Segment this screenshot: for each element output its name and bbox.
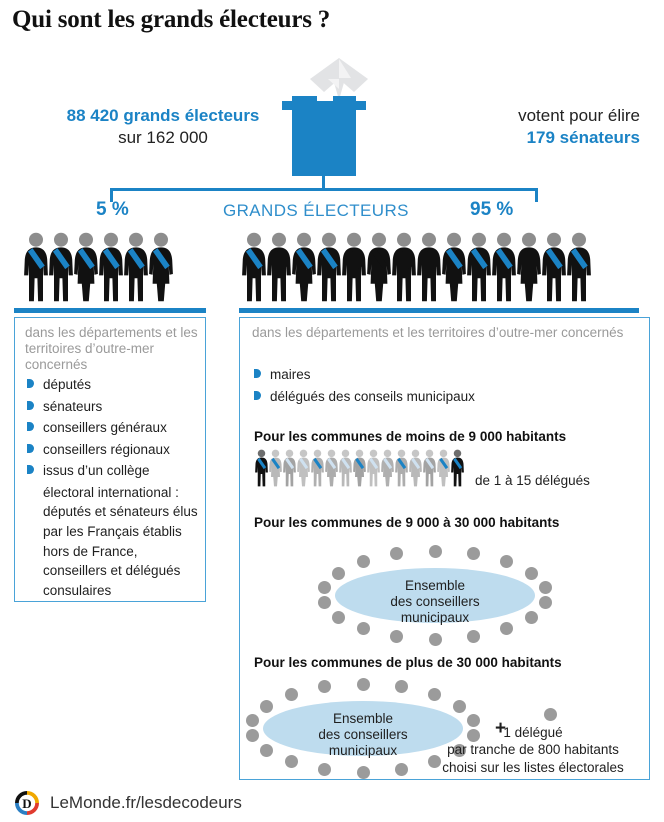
person-icon xyxy=(565,232,593,302)
footer xyxy=(14,790,242,816)
councillor-dot xyxy=(332,611,345,624)
list-item-label: députés xyxy=(43,377,92,392)
left-panel-intro: dans les départements et les territoires d’outre-mer concernés xyxy=(25,325,198,373)
councillor-dot xyxy=(246,729,259,742)
person-icon xyxy=(47,232,75,302)
list-item xyxy=(254,365,634,385)
senators-count: 179 sénateurs xyxy=(526,128,640,148)
list-item xyxy=(27,375,199,395)
people-row-left xyxy=(22,232,175,302)
mini-people-row xyxy=(254,449,465,487)
person-icon xyxy=(440,232,468,302)
councillor-dot xyxy=(428,688,441,701)
grands-electeurs-label: GRANDS ÉLECTEURS xyxy=(223,201,409,220)
list-item-label: délégués des conseils municipaux xyxy=(270,388,475,404)
councillor-dot xyxy=(318,763,331,776)
councillor-dot xyxy=(500,622,513,635)
person-icon xyxy=(338,449,353,487)
right-panel-list-wrap xyxy=(254,365,634,408)
person-icon xyxy=(540,232,568,302)
grand-electors-total: sur 162 000 xyxy=(118,128,208,148)
right-panel-topbar xyxy=(239,308,639,313)
person-icon xyxy=(408,449,423,487)
councillor-dot xyxy=(500,555,513,568)
person-icon xyxy=(515,232,543,302)
percent-right: 95 % xyxy=(470,199,514,220)
list-item-label: conseillers régionaux xyxy=(43,441,170,457)
person-icon xyxy=(422,449,437,487)
councillor-dot xyxy=(285,755,298,768)
councillor-dot xyxy=(467,547,480,560)
person-icon xyxy=(436,449,451,487)
list-item-label: sénateurs xyxy=(43,398,103,414)
person-icon xyxy=(324,449,339,487)
bullet-arrow-icon xyxy=(254,391,261,400)
left-panel-note: électoral international : députés et sénateurs élus par les Français établis hors de France, conseillers et délégués consulaires xyxy=(43,484,198,598)
council-ellipse-medium-label xyxy=(335,578,535,627)
list-item xyxy=(254,387,634,407)
bullet-arrow-icon xyxy=(27,401,34,410)
councillor-dot xyxy=(285,688,298,701)
left-panel-list xyxy=(27,375,199,481)
person-icon xyxy=(240,232,268,302)
note-line1: 1 délégué xyxy=(503,725,563,740)
councillor-dot xyxy=(395,763,408,776)
person-icon xyxy=(465,232,493,302)
plus-sign: + xyxy=(495,718,507,739)
person-icon xyxy=(72,232,100,302)
person-icon xyxy=(380,449,395,487)
lc-line2: des conseillers xyxy=(318,727,408,743)
right-figure-block xyxy=(430,105,640,150)
councillor-dot xyxy=(390,630,403,643)
mc-line1: Ensemble xyxy=(404,578,466,593)
councillor-dot xyxy=(260,700,273,713)
bullet-arrow-icon xyxy=(27,422,34,431)
lemonde-logo-letter: D xyxy=(22,796,32,811)
councillor-dot xyxy=(357,766,370,779)
person-icon xyxy=(282,449,297,487)
councillor-dot xyxy=(246,714,259,727)
ballot-box-icon xyxy=(292,96,356,176)
bullet-arrow-icon xyxy=(27,379,34,388)
person-icon xyxy=(290,232,318,302)
person-icon xyxy=(340,232,368,302)
bracket-right-tick xyxy=(535,188,538,202)
councillor-dot xyxy=(525,567,538,580)
councillor-dot xyxy=(357,555,370,568)
person-icon xyxy=(147,232,175,302)
section3-heading: Pour les communes de plus de 30 000 habitants xyxy=(254,655,562,670)
page-title: Qui sont les grands électeurs ? xyxy=(12,6,331,33)
percent-left: 5 % xyxy=(96,199,129,220)
councillor-dot xyxy=(525,611,538,624)
person-icon xyxy=(122,232,150,302)
person-icon xyxy=(394,449,409,487)
person-icon xyxy=(366,449,381,487)
note-line2: par tranche de 800 habitants xyxy=(447,742,619,758)
bracket-top xyxy=(110,188,538,191)
council-cluster-medium xyxy=(320,540,550,650)
person-icon xyxy=(490,232,518,302)
list-item-label: maires xyxy=(270,367,311,382)
person-icon xyxy=(254,449,269,487)
left-panel-topbar xyxy=(14,308,206,313)
list-item-label: issus d’un collège xyxy=(43,463,150,479)
mc-line2: des conseillers xyxy=(390,594,480,610)
councillor-dot xyxy=(453,700,466,713)
section1-caption: de 1 à 15 délégués xyxy=(475,473,590,488)
right-panel-list xyxy=(254,365,634,406)
councillor-dot xyxy=(467,630,480,643)
footer-caption: LeMonde.fr/lesdecodeurs xyxy=(50,793,242,812)
ballot-box-slot xyxy=(317,95,333,101)
person-icon xyxy=(310,449,325,487)
councillor-dot xyxy=(395,680,408,693)
councillor-dot xyxy=(332,567,345,580)
person-icon xyxy=(365,232,393,302)
councillor-dot xyxy=(357,678,370,691)
grand-electors-count: 88 420 grands électeurs xyxy=(66,106,260,125)
bullet-arrow-icon xyxy=(254,369,261,378)
bullet-arrow-icon xyxy=(27,444,34,453)
person-icon xyxy=(415,232,443,302)
person-icon xyxy=(315,232,343,302)
person-icon xyxy=(22,232,50,302)
councillor-dot xyxy=(318,581,331,594)
person-icon xyxy=(97,232,125,302)
list-item xyxy=(27,461,199,481)
list-item-label: conseillers généraux xyxy=(43,420,167,436)
list-item xyxy=(27,440,199,460)
person-icon xyxy=(296,449,311,487)
councillor-dot xyxy=(318,596,331,609)
list-item xyxy=(27,418,199,438)
person-icon xyxy=(450,449,465,487)
councillor-dot xyxy=(539,596,552,609)
councillor-dot xyxy=(318,680,331,693)
single-delegate-dot xyxy=(544,708,557,721)
left-panel xyxy=(14,317,206,602)
people-row-right xyxy=(240,232,593,302)
bullet-arrow-icon xyxy=(27,465,34,474)
councillor-dot xyxy=(260,744,273,757)
right-panel xyxy=(239,317,650,780)
councillor-dot xyxy=(429,633,442,646)
councillor-dot xyxy=(357,622,370,635)
note-line3: choisi sur les listes électorales xyxy=(442,759,624,775)
councillor-dot xyxy=(539,581,552,594)
lc-line3: municipaux xyxy=(328,743,398,759)
vote-to-elect-label: votent pour élire xyxy=(518,106,640,125)
section1-heading: Pour les communes de moins de 9 000 habitants xyxy=(254,429,567,444)
councillor-dot xyxy=(390,547,403,560)
left-panel-list-wrap xyxy=(27,375,199,600)
councillor-dot xyxy=(429,545,442,558)
lc-line1: Ensemble xyxy=(332,711,394,726)
person-icon xyxy=(265,232,293,302)
section2-heading: Pour les communes de 9 000 à 30 000 habitants xyxy=(254,515,560,530)
envelope-icon xyxy=(310,58,368,100)
list-item xyxy=(27,397,199,417)
lemonde-logo-icon xyxy=(14,790,40,816)
person-icon xyxy=(352,449,367,487)
person-icon xyxy=(390,232,418,302)
section3-note xyxy=(422,724,644,776)
person-icon xyxy=(268,449,283,487)
right-panel-intro: dans les départements et les territoires d’outre-mer concernés xyxy=(252,325,624,340)
left-figure-block xyxy=(38,105,288,150)
mc-line3: municipaux xyxy=(400,610,470,626)
